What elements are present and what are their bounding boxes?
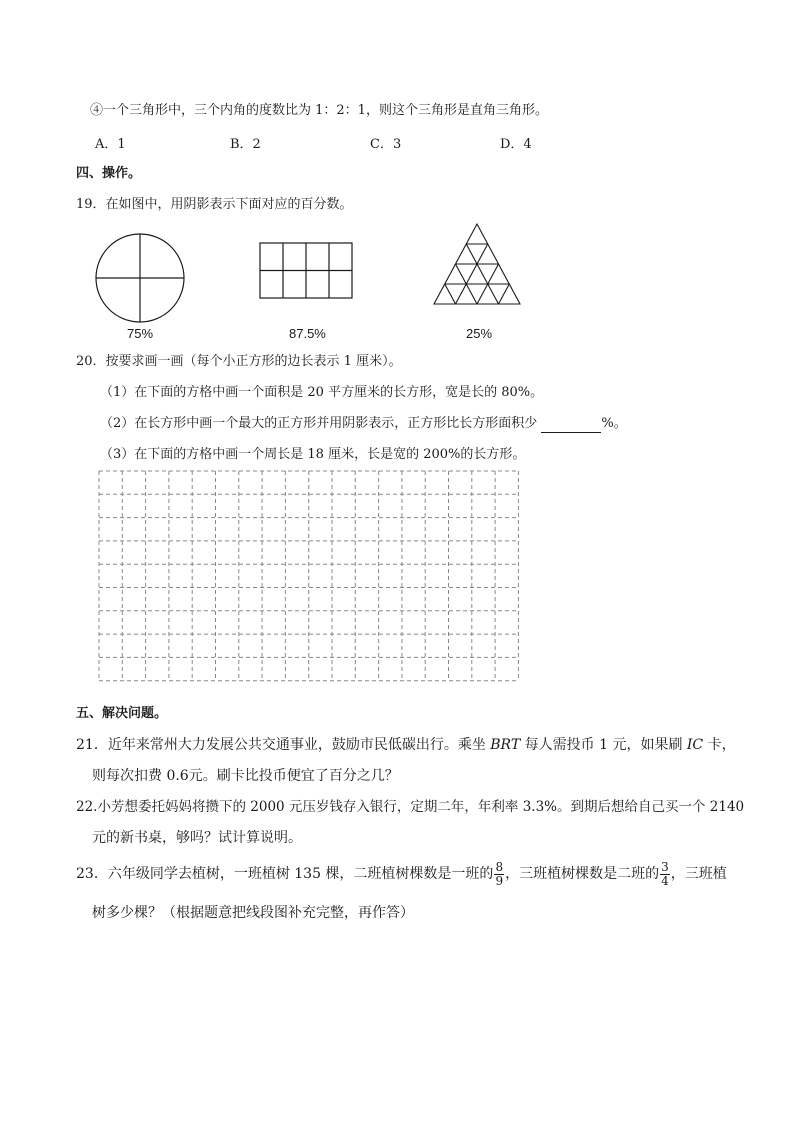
triangle-percent-label: 25% — [466, 326, 493, 341]
q21-brt: BRT — [490, 737, 521, 753]
section-4-heading: 四、操作。 — [76, 166, 142, 181]
q21-line-1 — [76, 736, 736, 754]
q23-line-2: 树多少棵？（根据题意把线段图补充完整，再作答） — [92, 905, 414, 921]
q23-line-1 — [76, 860, 727, 888]
answer-blank[interactable] — [541, 418, 601, 433]
option-d: D．4 — [500, 137, 532, 152]
q20-part-2 — [100, 415, 627, 433]
circle-percent-label: 75% — [127, 326, 154, 341]
q21-text-a: 21．近年来常州大力发展公共交通事业，鼓励市民低碳出行。乘坐 — [76, 737, 491, 753]
q21-ic: IC — [686, 737, 704, 753]
q21-text-c: 卡， — [703, 737, 736, 753]
q18-item-4: ④一个三角形中，三个内角的度数比为 1：2：1，则这个三角形是直角三角形。 — [90, 103, 548, 118]
q20-part-3: （3）在下面的方格中画一个周长是 18 厘米，长是宽的 200%的长方形。 — [100, 447, 526, 462]
q20-part-2-suffix: %。 — [601, 416, 627, 431]
fraction-numerator: 3 — [661, 859, 669, 874]
triangle-figure — [432, 222, 522, 306]
rect-percent-label: 87.5% — [289, 326, 326, 341]
q22-line-1: 22.小芳想委托妈妈将攒下的 2000 元压岁钱存入银行，定期二年，年利率 3.3%。到期后想给自己买一个 2140 — [76, 799, 745, 815]
q21-line-2: 则每次扣费 0.6元。刷卡比投币便宜了百分之几？ — [92, 768, 399, 784]
section-5-heading: 五、解决问题。 — [76, 706, 168, 721]
option-c: C．3 — [370, 137, 402, 152]
fraction-denominator: 4 — [661, 873, 669, 888]
q23-text-a: 23．六年级同学去植树，一班植树 135 棵，二班植树棵数是一班的 — [76, 866, 494, 882]
q20-title: 20．按要求画一画（每个小正方形的边长表示 1 厘米）。 — [76, 354, 402, 369]
fraction-3-4 — [660, 861, 670, 888]
q23-text-c: ，三班植 — [670, 866, 727, 882]
option-b: B．2 — [230, 137, 261, 152]
q19-text: 19．在如图中，用阴影表示下面对应的百分数。 — [76, 197, 353, 212]
fraction-denominator: 9 — [495, 873, 504, 888]
dashed-grid[interactable] — [98, 470, 522, 694]
option-a: A．1 — [95, 137, 126, 152]
q21-text-b: 每人需投币 1 元，如果刷 — [520, 737, 687, 753]
circle-figure — [94, 232, 186, 324]
q23-text-b: ，三班植树棵数是二班的 — [505, 866, 660, 882]
q22-line-2: 元的新书桌，够吗？试计算说明。 — [92, 830, 302, 846]
q20-part-2-text: （2）在长方形中画一个最大的正方形并用阴影表示，正方形比长方形面积少 — [100, 416, 538, 431]
fraction-numerator: 8 — [495, 859, 504, 874]
fraction-8-9 — [494, 861, 504, 888]
rectangle-grid-figure — [259, 242, 355, 300]
q20-part-1: （1）在下面的方格中画一个面积是 20 平方厘米的长方形，宽是长的 80%。 — [100, 385, 544, 400]
